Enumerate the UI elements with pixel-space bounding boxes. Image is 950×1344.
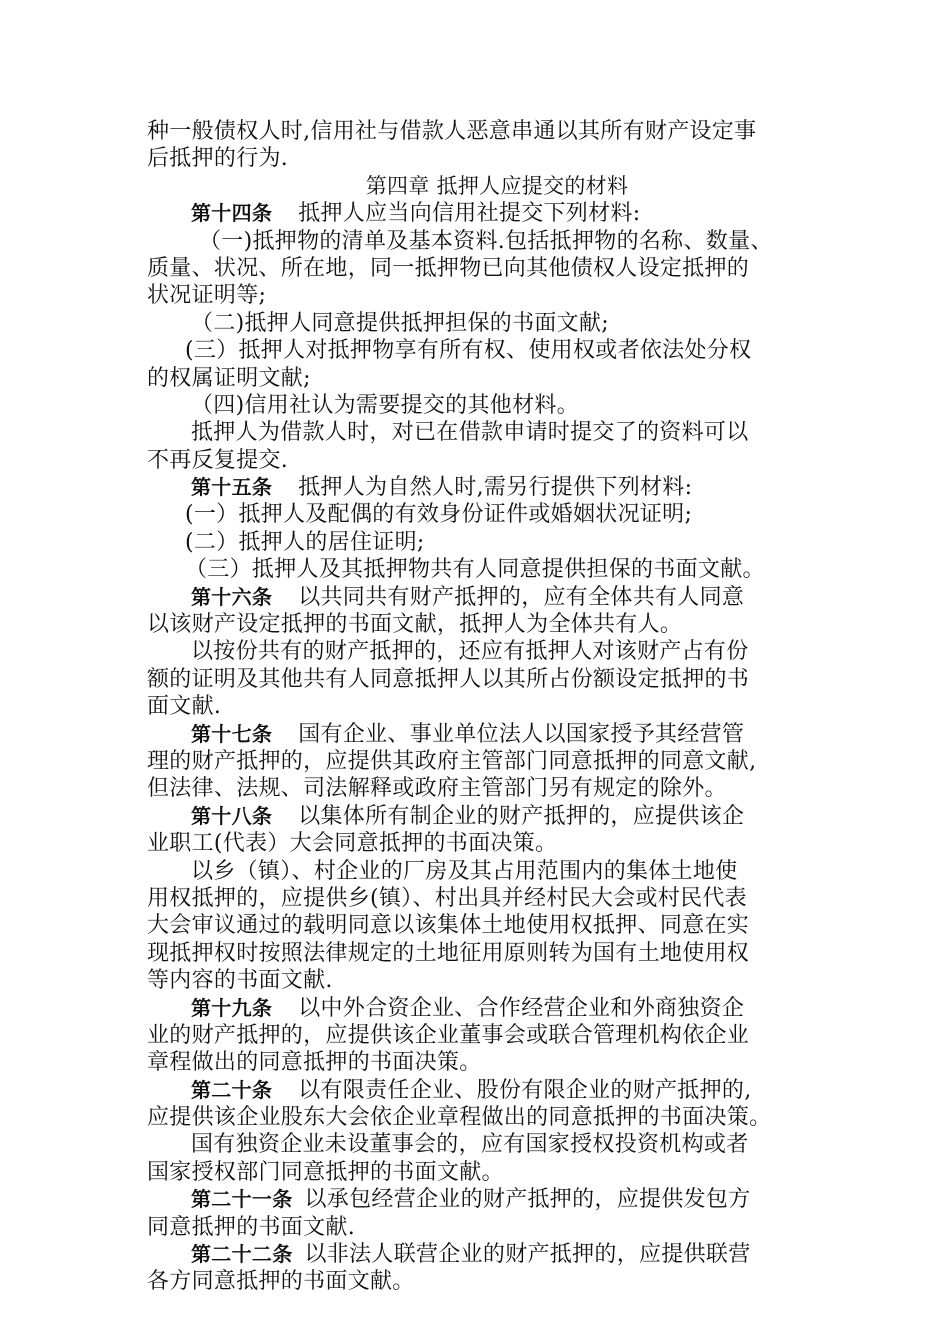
document-page (147, 118, 807, 1296)
paragraph-line: 抵押人为借款人时，对已在借款申请时提交了的资料可以 (191, 420, 749, 446)
body-line: 业职工(代表）大会同意抵押的书面决策。 (147, 831, 558, 857)
article-text: 以非法人联营企业的财产抵押的，应提供联营 (304, 1242, 751, 1268)
list-item: (三）抵押人对抵押物享有所有权、使用权或者依法处分权 (185, 338, 752, 364)
chapter-heading: 第四章 抵押人应提交的材料 (365, 173, 629, 198)
article-18 (147, 803, 807, 830)
body-line: 的权属证明文献; (147, 365, 311, 391)
body-line: 大会审议通过的载明同意以该集体土地使用权抵押、同意在实 (147, 913, 750, 939)
article-text: 国有企业、事业单位法人以国家授予其经营管 (298, 721, 745, 747)
body-line: 种一般债权人时,信用社与借款人恶意串通以其所有财产设定事 (147, 119, 757, 144)
paragraph-line: 以乡（镇）、村企业的厂房及其占用范围内的集体土地使 (191, 858, 738, 884)
list-item: （一)抵押物的清单及基本资料.包括抵押物的名称、数量、 (199, 228, 773, 254)
body-line: 后抵押的行为. (147, 146, 289, 172)
article-16 (147, 584, 807, 611)
body-line: 现抵押权时按照法律规定的土地征用原则转为国有土地使用权 (147, 940, 750, 966)
article-label: 第十八条 (191, 803, 273, 828)
article-21 (147, 1186, 807, 1213)
article-label: 第十五条 (191, 475, 273, 500)
body-line: 用权抵押的，应提供乡(镇）、村出具并经村民大会或村民代表 (147, 885, 747, 911)
article-22 (147, 1241, 807, 1268)
body-line: 额的证明及其他共有人同意抵押人以其所占份额设定抵押的书 (147, 666, 750, 692)
article-text: 以中外合资企业、合作经营企业和外商独资企 (298, 995, 745, 1021)
body-line: 章程做出的同意抵押的书面决策。 (147, 1050, 482, 1076)
article-label: 第二十条 (191, 1077, 273, 1102)
body-line: 等内容的书面文献. (147, 968, 333, 994)
paragraph-line: 以按份共有的财产抵押的，还应有抵押人对该财产占有份 (191, 639, 749, 665)
body-line: 质量、状况、所在地，同一抵押物已向其他债权人设定抵押的 (147, 255, 750, 281)
article-label: 第十七条 (191, 721, 273, 746)
body-line: 但法律、法规、司法解释或政府主管部门另有规定的除外。 (147, 776, 727, 802)
article-17 (147, 721, 807, 748)
body-line: 面文献. (147, 694, 222, 720)
article-text: 以有限责任企业、股份有限企业的财产抵押的, (298, 1077, 752, 1103)
article-label: 第十六条 (191, 584, 273, 609)
article-14 (147, 200, 807, 227)
list-item: （四)信用社认为需要提交的其他材料。 (191, 392, 579, 418)
body-line: 同意抵押的书面文献. (147, 1214, 355, 1240)
article-text: 抵押人应当向信用社提交下列材料: (298, 201, 641, 227)
body-line: 业的财产抵押的，应提供该企业董事会或联合管理机构依企业 (147, 1022, 750, 1048)
list-item: (二）抵押人的居住证明; (185, 529, 425, 555)
body-line: 各方同意抵押的书面文献。 (147, 1269, 415, 1295)
paragraph-line: 国有独资企业未设董事会的，应有国家授权投资机构或者 (191, 1132, 749, 1158)
list-item: （二)抵押人同意提供抵押担保的书面文献; (191, 310, 609, 336)
body-line: 应提供该企业股东大会依企业章程做出的同意抵押的书面决策。 (147, 1105, 772, 1131)
article-label: 第二十一条 (191, 1187, 293, 1212)
article-text: 以承包经营企业的财产抵押的，应提供发包方 (304, 1187, 751, 1213)
article-20 (147, 1077, 807, 1104)
body-line: 国家授权部门同意抵押的书面文献。 (147, 1159, 504, 1185)
body-line: 理的财产抵押的，应提供其政府主管部门同意抵押的同意文献, (147, 748, 757, 774)
list-item: （三）抵押人及其抵押物共有人同意提供担保的书面文献。 (185, 557, 765, 583)
article-15 (147, 474, 807, 501)
article-text: 以共同共有财产抵押的，应有全体共有人同意 (298, 584, 745, 610)
article-19 (147, 995, 807, 1022)
body-line: 不再反复提交. (147, 447, 289, 473)
body-line: 以该财产设定抵押的书面文献，抵押人为全体共有人。 (147, 612, 683, 638)
article-label: 第十九条 (191, 995, 273, 1020)
article-label: 第二十二条 (191, 1242, 293, 1267)
list-item: (一）抵押人及配偶的有效身份证件或婚姻状况证明; (185, 502, 693, 528)
article-text: 以集体所有制企业的财产抵押的，应提供该企 (298, 803, 745, 829)
body-line: 状况证明等; (147, 283, 267, 309)
article-text: 抵押人为自然人时,需另行提供下列材料: (298, 475, 693, 501)
article-label: 第十四条 (191, 201, 273, 226)
